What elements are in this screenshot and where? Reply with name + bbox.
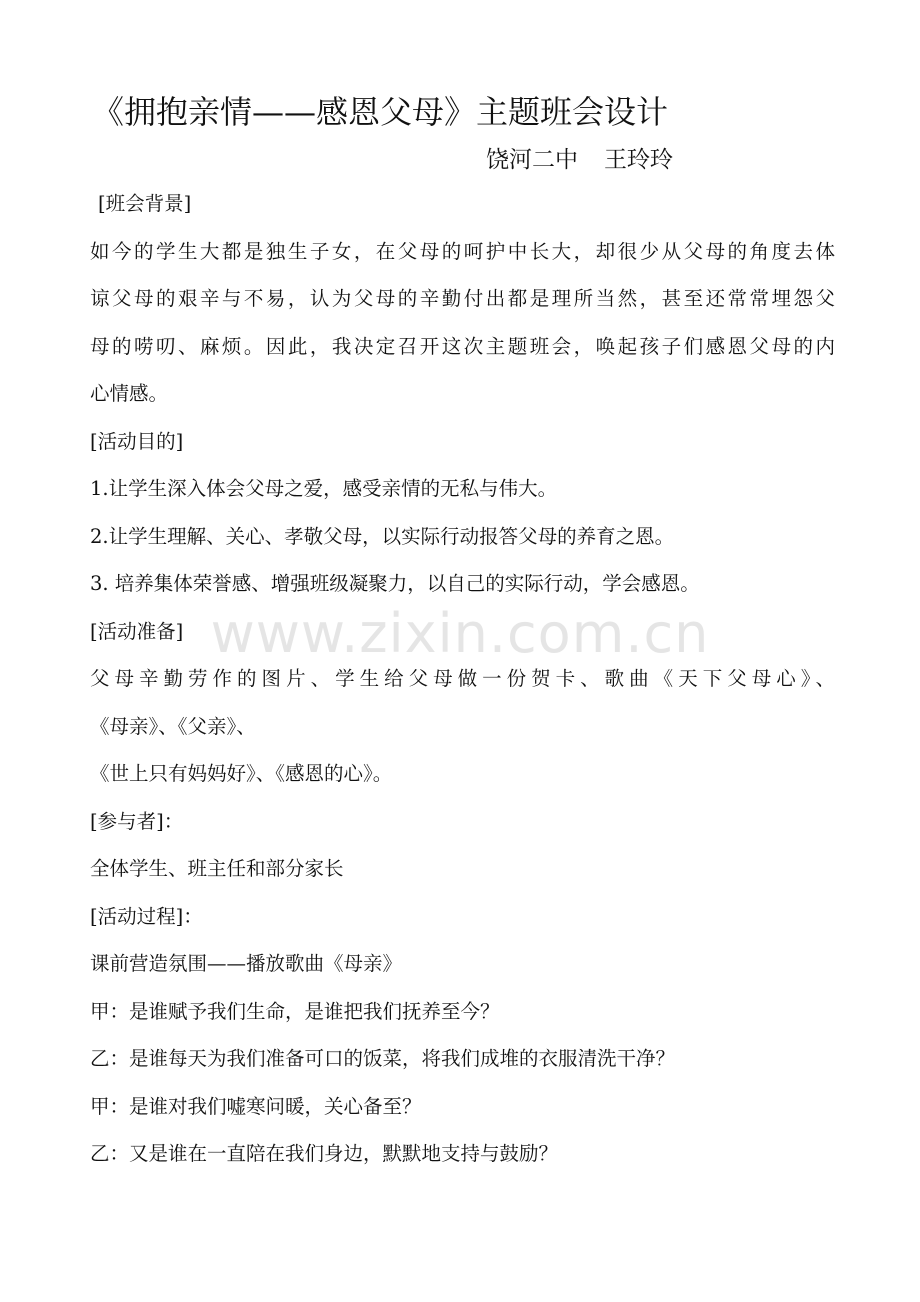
paragraph-line: 心情感。 [90,382,169,405]
dialogue-line: 甲：是谁赋予我们生命，是谁把我们抚养至今？ [90,999,500,1023]
paragraph-line: 《母亲》、《父亲》、 [90,714,256,738]
dialogue-line: 乙：是谁每天为我们准备可口的饭菜，将我们成堆的衣服清洗干净？ [90,1047,676,1070]
paragraph-line: 《世上只有妈妈好》、《感恩的心》。 [90,762,393,785]
author-name: 王玲玲 [604,147,673,173]
paragraph-line: 母的唠叨、麻烦。因此，我决定召开这次主题班会，唤起孩子们感恩父母的内 [90,334,835,358]
school-name: 饶河二中 [486,147,578,173]
section-heading: [参与者]： [90,809,184,833]
section-heading: [活动准备] [90,619,184,643]
watermark: www.zixin.com.cn [210,602,710,665]
paragraph-line: 谅父母的艰辛与不易，认为父母的辛勤付出都是理所当然，甚至还常常埋怨父 [90,287,835,310]
list-item: 3. 培养集体荣誉感、增强班级凝聚力，以自己的实际行动，学会感恩。 [90,572,700,595]
paragraph-line: 课前营造氛围——播放歌曲《母亲》 [90,952,403,975]
section-heading: [活动目的] [90,429,184,453]
author-line [486,142,673,178]
section-heading: [活动过程]： [90,904,203,928]
paragraph-line: 如今的学生大都是独生子女，在父母的呵护中长大，却很少从父母的角度去体 [90,239,835,263]
list-item: 2.让学生理解、关心、孝敬父母，以实际行动报答父母的养育之恩。 [90,524,675,548]
dialogue-line: 乙：又是谁在一直陪在我们身边，默默地支持与鼓励？ [90,1142,559,1165]
paragraph-line: 全体学生、班主任和部分家长 [90,857,344,880]
section-heading: [班会背景] [98,192,192,215]
list-item: 1.让学生深入体会父母之爱，感受亲情的无私与伟大。 [90,477,558,500]
dialogue-line: 甲：是谁对我们嘘寒问暖，关心备至？ [90,1094,422,1118]
document-title: 《拥抱亲情——感恩父母》主题班会设计 [92,93,669,131]
paragraph-line: 父母辛勤劳作的图片、学生给父母做一份贺卡、歌曲《天下父母心》、 [90,667,835,690]
document-body [90,190,835,1188]
